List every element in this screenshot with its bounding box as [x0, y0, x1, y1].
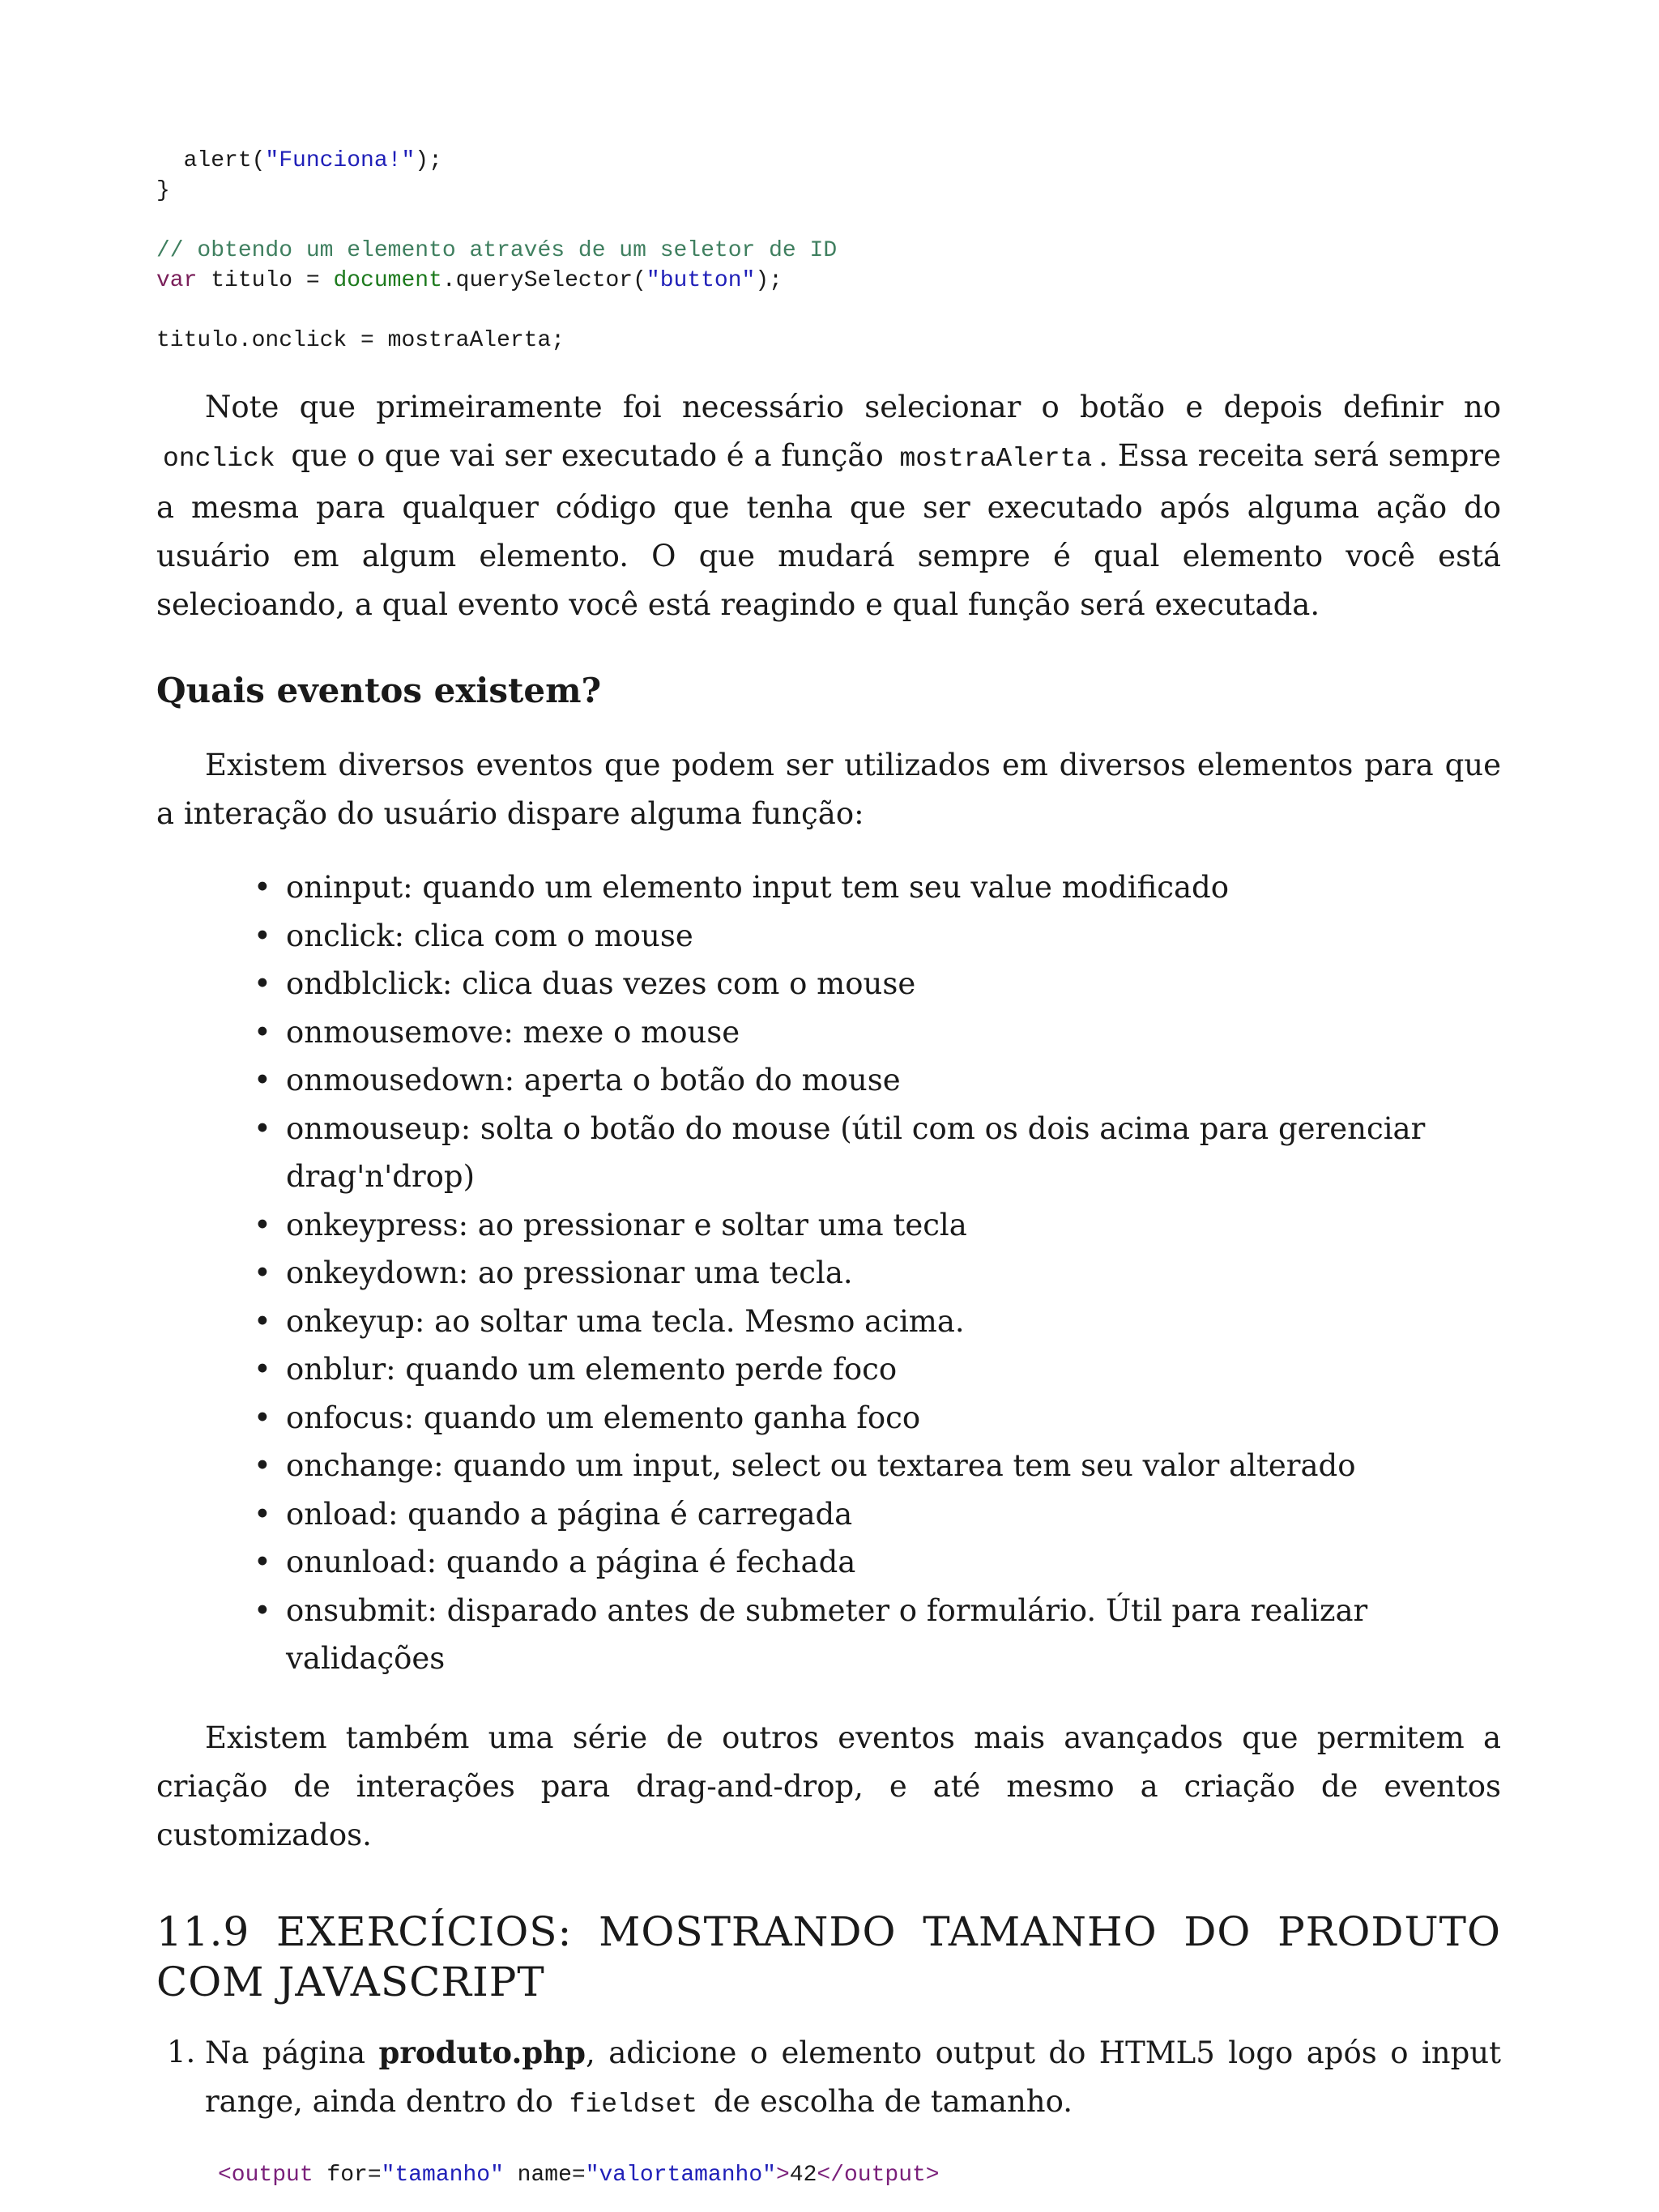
event-text: onmousemove: mexe o mouse [286, 1014, 740, 1050]
event-text: onkeydown: ao pressionar uma tecla. [286, 1255, 853, 1290]
paragraph-events-intro: Existem diversos eventos que podem ser utilizados em diversos elementos para que a interação do usuário dispare alguma função: [156, 748, 1501, 831]
code-token: ); [755, 268, 783, 293]
event-text: onfocus: quando um elemento ganha foco [286, 1400, 921, 1435]
paragraph-text: Note que primeiramente foi necessário selecionar o botão e depois definir no [205, 390, 1501, 424]
event-list-item [254, 1298, 1501, 1346]
section-heading: 11.9 EXERCÍCIOS: MOSTRANDO TAMANHO DO PRODUTO COM JAVASCRIPT [156, 1907, 1501, 2005]
bullet-icon: • [254, 1592, 271, 1628]
event-list-item [254, 1442, 1501, 1490]
bullet-icon: • [254, 918, 271, 953]
code-token: 42 [789, 2162, 817, 2188]
bullet-icon: • [254, 1545, 271, 1579]
bullet-icon: • [254, 1448, 271, 1483]
heading-events: Quais eventos existem? [156, 671, 602, 710]
code-token: ); [415, 148, 442, 173]
inline-code: mostraAlerta [899, 444, 1093, 474]
event-list-item [254, 1201, 1501, 1250]
bullet-icon: • [254, 1400, 271, 1435]
exercise-text: , adicione o elemento output do HTML5 logo após o input range, ainda dentro do [205, 2035, 1501, 2119]
exercise-text: Na página [205, 2035, 366, 2070]
exercise-filename: produto.php [378, 2034, 586, 2070]
event-text: onclick: clica com o mouse [286, 918, 693, 953]
paragraph-text: . Essa receita será sempre a mesma para qualquer código que tenha que ser executado após alguma ação do usuário em algum elemento. O que mudará sempre é qual elemento você está selecioando, a qual evento você está reagindo e qual função será executada. [156, 438, 1501, 622]
exercise-item [167, 2028, 1501, 2129]
event-list-item [254, 1490, 1501, 1539]
event-text: onkeypress: ao pressionar e soltar uma tecla [286, 1207, 967, 1242]
bullet-icon: • [254, 1255, 271, 1290]
code-object: document [333, 268, 442, 293]
bullet-icon: • [254, 1063, 271, 1097]
code-line-close: } [156, 178, 170, 203]
exercise-number: 1. [167, 2034, 196, 2069]
code-attr: name= [503, 2162, 586, 2188]
code-tag: <output [218, 2162, 313, 2188]
event-list-item [254, 1345, 1501, 1394]
code-string: "tamanho" [381, 2162, 504, 2188]
code-token: alert( [156, 148, 266, 173]
code-tag: > [775, 2162, 790, 2188]
exercise-list [156, 2028, 1501, 2129]
bullet-icon: • [254, 870, 271, 905]
code-attr: for= [313, 2162, 382, 2188]
event-text: onload: quando a página é carregada [286, 1496, 853, 1532]
exercise-text: de escolha de tamanho. [713, 2083, 1073, 2119]
event-list-item [254, 912, 1501, 961]
code-token: titulo = [197, 268, 334, 293]
event-text: onblur: quando um elemento perde foco [286, 1352, 898, 1387]
event-list-item [254, 1587, 1501, 1683]
event-list-item [254, 1538, 1501, 1587]
code-string: "valortamanho" [585, 2162, 776, 2188]
event-list-item [254, 1008, 1501, 1057]
inline-code: fieldset [569, 2089, 698, 2120]
paragraph-advanced-events: Existem também uma série de outros eventos mais avançados que permitem a criação de interações para drag-and-drop, e até mesmo a criação de eventos customizados. [156, 1720, 1501, 1852]
event-list-item [254, 1394, 1501, 1443]
document-page [156, 146, 1501, 2190]
event-list-item [254, 960, 1501, 1008]
paragraph-text: que o que vai ser executado é a função [291, 438, 884, 473]
bullet-icon: • [254, 1207, 271, 1242]
code-keyword: var [156, 268, 198, 293]
code-string: "Funciona!" [265, 148, 416, 173]
bullet-icon: • [254, 1110, 271, 1146]
event-text: onunload: quando a página é fechada [286, 1545, 856, 1579]
code-line-var [156, 266, 1501, 296]
code-line-assign: titulo.onclick = mostraAlerta; [156, 328, 565, 353]
bullet-icon: • [254, 1014, 271, 1050]
paragraph-onclick-explanation [156, 383, 1501, 629]
event-list-item [254, 1056, 1501, 1105]
event-text: onmouseup: solta o botão do mouse (útil com os dois acima para gerenciar drag'n'drop) [286, 1110, 1426, 1194]
code-spacer [156, 206, 1501, 236]
event-text: oninput: quando um elemento input tem seu value modificado [286, 870, 1230, 905]
code-block-2 [156, 2160, 1501, 2190]
event-text: onsubmit: disparado antes de submeter o formulário. Útil para realizar validações [286, 1592, 1368, 1676]
events-list [156, 863, 1501, 1683]
code-comment: // obtendo um elemento através de um seletor de ID [156, 238, 838, 263]
code-block-1 [156, 146, 1501, 356]
event-list-item [254, 1105, 1501, 1201]
bullet-icon: • [254, 1496, 271, 1532]
code-tag: </output> [817, 2162, 940, 2188]
event-text: ondblclick: clica duas vezes com o mouse [286, 966, 916, 1001]
code-line-alert [156, 146, 1501, 176]
code-string: "button" [646, 268, 756, 293]
inline-code: onclick [163, 444, 275, 474]
event-text: onchange: quando um input, select ou textarea tem seu valor alterado [286, 1448, 1356, 1483]
event-text: onmousedown: aperta o botão do mouse [286, 1063, 901, 1097]
event-text: onkeyup: ao soltar uma tecla. Mesmo acima. [286, 1303, 965, 1339]
bullet-icon: • [254, 966, 271, 1001]
bullet-icon: • [254, 1303, 271, 1339]
code-spacer [156, 296, 1501, 326]
event-list-item [254, 863, 1501, 912]
code-token: .querySelector( [441, 268, 646, 293]
bullet-icon: • [254, 1352, 271, 1387]
event-list-item [254, 1249, 1501, 1298]
